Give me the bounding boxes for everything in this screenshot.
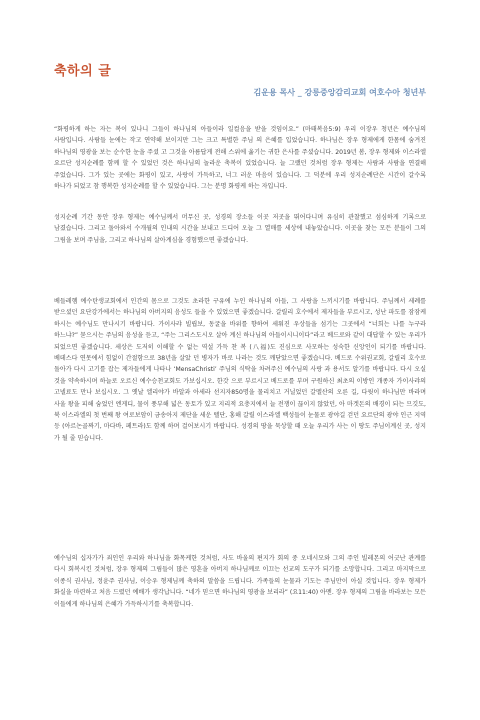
paragraph-1: “화평하게 하는 자는 복이 있나니 그들이 하나님의 아들이라 일컬음을 받을 것임이요.” (마태복음5:9) 우리 이장우 청년은 예수님의 사람입니다. 사람들 눈에는 작고 연약해 보이지만 그는 크고 특별한 주님 의 은혜를 입었습니다. 하나님은 장우 형제에게 한몸에 숨겨진 하나님의 영광을 보는 순수한 눈을 주셨 고 그것을 아름답게 전해 스위에 옮기는 귀한 은사를 주셨습니다. 2019년 봄, 장우 형제와 이스라엘 요르단 성지순례를 함께 할 수 있었던 것은 하나님의 놀라운 축복이 있었습니다. 늘 그랬던 것처럼 장우 형제는 사람과 사람을 연결해 주었습니다. 그가 있는 곳에는 화평이 있고, 사랑이 가득하고, 너그 러운 마음이 있습니다. 그 덕분에 우리 성지순례단은 시간이 갈수록 하나가 되었고 참 행복한 성지순례를 할 수 있었습니다. 그는 분명 화평케 하는 자입니다. (54, 126, 426, 191)
paragraph-4: 예수님의 십자가가 죄인인 우리와 하나님을 화목케한 것처럼, 사도 바울의 편지가 회의 중 오네시모와 그의 주인 빌레몬의 어긋난 관계를 다시 회복시킨 것처럼, 장우 형제의 그림들이 많은 영혼을 아버지 하나님께로 이끄는 선교의 도구가 되기를 소망합니다. 그리고 마지막으로 이종식 권사님, 정윤주 권사님, 이승우 형제님께 축하의 말씀을 드립니다. 가족들의 눈물과 기도는 주님만이 아실 것입니다. 장우 형제가 화실을 마련하고 처음 드렸던 예배가 생각납니다. “네가 믿으면 하나님의 영광을 보리라” (요11:40) 아멘. 장우 형제의 그림을 바라보는 모든 이들에게 하나님의 은혜가 가득하시기를 축복합니다. (54, 555, 426, 608)
paragraph-3: 베들레헴 예수탄생교회에서 인간의 몸으로 그것도 초라한 구유에 누인 하나님의 아들, 그 사랑을 느끼시기를 바랍니다. 주님께서 세례를 받으셨던 요단강가에서는 하나님의 아버지의 음성도 들을 수 있었으면 좋겠습니다. 갈릴리 호수에서 제자들을 부르시고, 성난 파도를 잠잠케 하시는 예수님도 만나시기 바랍니다. 가이사랴 빌립보, 동굴을 바위를 향하여 세워진 우상들을 섬기는 그곳에서 “너희는 나를 누구라 하느냐?” 묻으시는 주님의 음성을 듣고, “주는 그리스도시오 살아 계신 하나님의 아들이시니이다”라고 베드로와 같이 대답할 수 있는 우리가 되었으면 좋겠습니다. 세상은 도저히 이해할 수 없는 역설 가득 찬 복 (八福)도 진심으로 사모하는 성숙한 신앙인이 되기를 바랍니다. 베데스다 연못에서 힘없이 간절함으로 38년을 살았 던 병자가 바로 나라는 것도 깨닫았으면 좋겠습니다. 베드로 수위권교회, 갈릴리 호수로 돌아가 다시 고기를 잡는 제자들에게 나타나 ‘MensaChristi’ 주님의 식탁을 차려주신 예수님의 사랑 과 용서도 알기를 바랍니다. 다시 오실 것을 약속하시며 하늘로 오르신 예수승천교회도 가보십시오. 한갓 으로 부르시고 베드로를 부며 구원하신 최초의 이방인 개종자 가이사랴의 고넬료도 만나 보십시오. 그 옛날 엘리야가 바알과 아세라 선지자850명을 물리치고 거닐었던 갈멜산의 오른 길, 다윗이 하나님만 바라며 사울 왕을 피해 숨었던 엔게디, 물이 풍부해 넓은 동토가 있고 지리적 요충지에서 늘 전쟁이 끊이지 않았던, 아 마겟돈의 배경이 되는 므깃도, 북 이스라엘의 첫 번째 왕 여로보암이 금송아지 제단을 세운 텔단, 홍해 갈릴 이스라엘 백성들이 눈물로 광야길 걷던 요르단의 광야 인근 지역 등 (아르논골짜기, 마다바, 페트라)도 함께 하며 걸어보시기 바랍니다. 성경의 땅을 묵상할 때 오늘 우리가 사는 이 땅도 주님이계신 곳, 성지 가 될 줄 믿습니다. (54, 298, 426, 442)
paragraph-2: 성지순례 기간 동안 장우 형제는 예수님께서 머무신 곳, 성경의 장소들 이곳 저곳을 뛰어다니며 유심히 관찰했고 섬심하게 기록으로 남겼습니다. 그리고 돌아와서 수개월의 인내의 시간을 보내고 드디어 오늘 그 열매를 세상에 내놓았습니다. 이곳을 찾는 모든 분들이 그의 그림을 보며 주님을, 그리고 하나님의 살아계심을 경험했으면 좋겠습니다. (54, 214, 426, 244)
author-byline: 김운용 목사 _ 강릉중앙감리교회 여호수아 청년부 (253, 88, 426, 97)
document-title: 축하의 글 (54, 64, 112, 79)
